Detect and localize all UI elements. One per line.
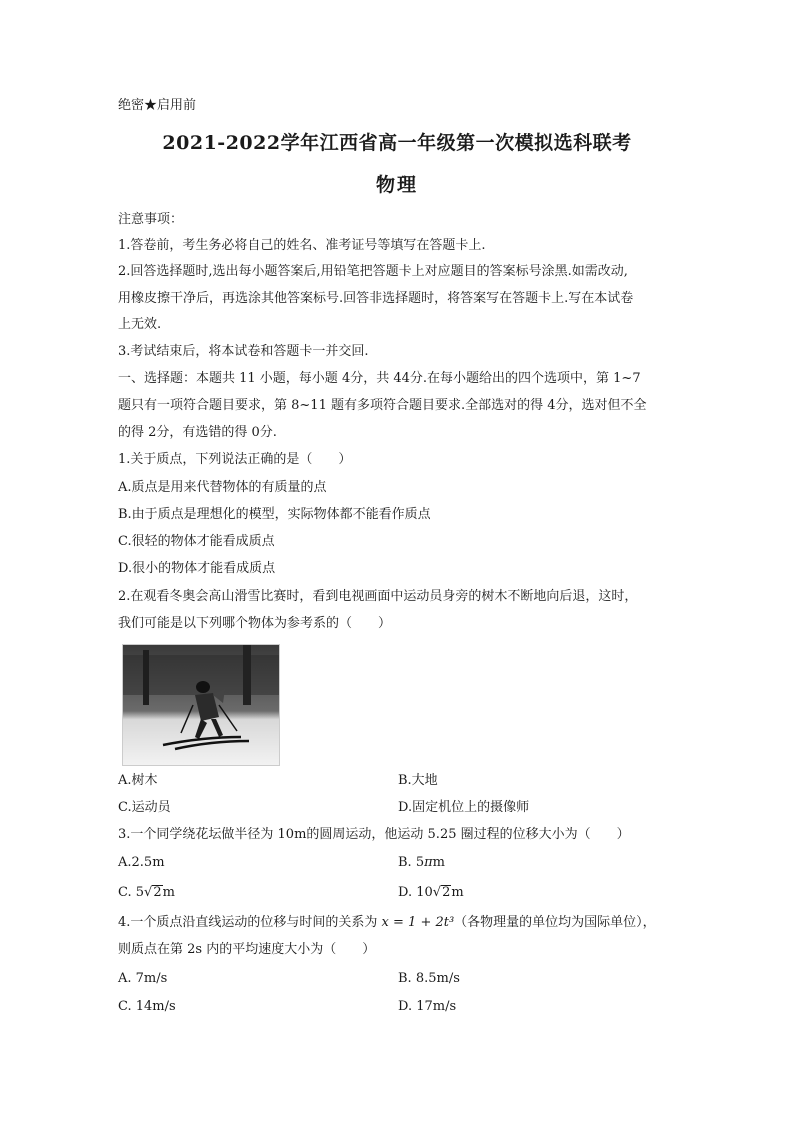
q4-option-d: D. 17m/s	[398, 999, 457, 1014]
q4-option-c: C. 14m/s	[118, 999, 176, 1014]
q3-option-b-unit: m	[432, 855, 445, 870]
q3-stem: 3.一个同学绕花坛做半径为 10m的圆周运动，他运动 5.25 圈过程的位移大小为（ ）	[118, 827, 630, 842]
q1-option-a: A.质点是用来代替物体的有质量的点	[118, 480, 327, 495]
q4-stem-prefix: 4.一个质点沿直线运动的位移与时间的关系为	[118, 915, 378, 930]
q4-option-b: B. 8.5m/s	[398, 971, 460, 986]
section1-line-3: 的得 2分，有选错的得 0分.	[118, 425, 277, 440]
secret-tag: 绝密★启用前	[118, 98, 197, 113]
notes-heading: 注意事项：	[118, 212, 184, 227]
q3-option-d-prefix: D. 10	[398, 885, 433, 900]
skier-image-icon	[123, 645, 279, 765]
q2-option-a: A.树木	[118, 773, 158, 788]
q3-option-c-unit: m	[162, 885, 175, 900]
note-item-3: 3.考试结束后，将本试卷和答题卡一并交回.	[118, 344, 369, 359]
q3-option-c-prefix: C. 5	[118, 885, 145, 900]
sqrt-icon: √	[432, 885, 442, 900]
note-item-2-line-3: 上无效.	[118, 317, 162, 332]
q2-option-b: B.大地	[398, 773, 438, 788]
section1-line-1: 一、选择题：本题共 11 小题，每小题 4分，共 44分.在每小题给出的四个选项中，第 1~7	[118, 371, 641, 386]
q3-option-d	[398, 884, 464, 902]
q2-stem-line-1: 2.在观看冬奥会高山滑雪比赛时，看到电视画面中运动员身旁的树木不断地向后退，这时，	[118, 589, 638, 604]
q3-option-b-pi: π	[424, 855, 433, 870]
q2-option-d: D.固定机位上的摄像师	[398, 800, 530, 815]
q3-option-a: A.2.5m	[118, 855, 165, 870]
q1-option-c: C.很轻的物体才能看成质点	[118, 534, 275, 549]
sqrt-icon: √	[144, 885, 153, 900]
q1-option-d: D.很小的物体才能看成质点	[118, 561, 276, 576]
q3-option-c-root: 2	[153, 885, 162, 900]
q3-option-d-unit: m	[451, 885, 464, 900]
q3-option-d-root: 2	[442, 885, 451, 900]
q4-stem-line-2: 则质点在第 2s 内的平均速度大小为（ ）	[118, 942, 376, 957]
skier-photo	[122, 644, 280, 766]
q4-option-a: A. 7m/s	[118, 971, 168, 986]
subject-title: 物理	[375, 174, 418, 196]
q2-stem-line-2: 我们可能是以下列哪个物体为参考系的（ ）	[118, 616, 392, 631]
q4-stem-suffix: （各物理量的单位均为国际单位），	[454, 915, 656, 930]
section1-line-2: 题只有一项符合题目要求，第 8~11 题有多项符合题目要求.全部选对的得 4分，选对但不全	[118, 398, 647, 413]
exam-title: 2021-2022学年江西省高一年级第一次模拟选科联考	[162, 132, 632, 154]
q1-stem: 1.关于质点，下列说法正确的是（ ）	[118, 452, 352, 467]
q3-option-b	[398, 854, 445, 872]
q1-option-b: B.由于质点是理想化的模型，实际物体都不能看作质点	[118, 507, 431, 522]
q2-option-c: C.运动员	[118, 800, 171, 815]
q4-formula: x = 1 + 2t³	[381, 915, 455, 930]
note-item-2-line-1: 2.回答选择题时,选出每小题答案后,用铅笔把答题卡上对应题目的答案标号涂黑.如需改动,	[118, 264, 628, 279]
q3-option-c	[118, 884, 175, 902]
q4-stem-line-1	[118, 914, 656, 932]
note-item-2-line-2: 用橡皮擦干净后，再选涂其他答案标号.回答非选择题时，将答案写在答题卡上.写在本试卷	[118, 291, 634, 306]
note-item-1: 1.答卷前，考生务必将自己的姓名、准考证号等填写在答题卡上.	[118, 238, 486, 253]
q3-option-b-prefix: B. 5	[398, 855, 425, 870]
